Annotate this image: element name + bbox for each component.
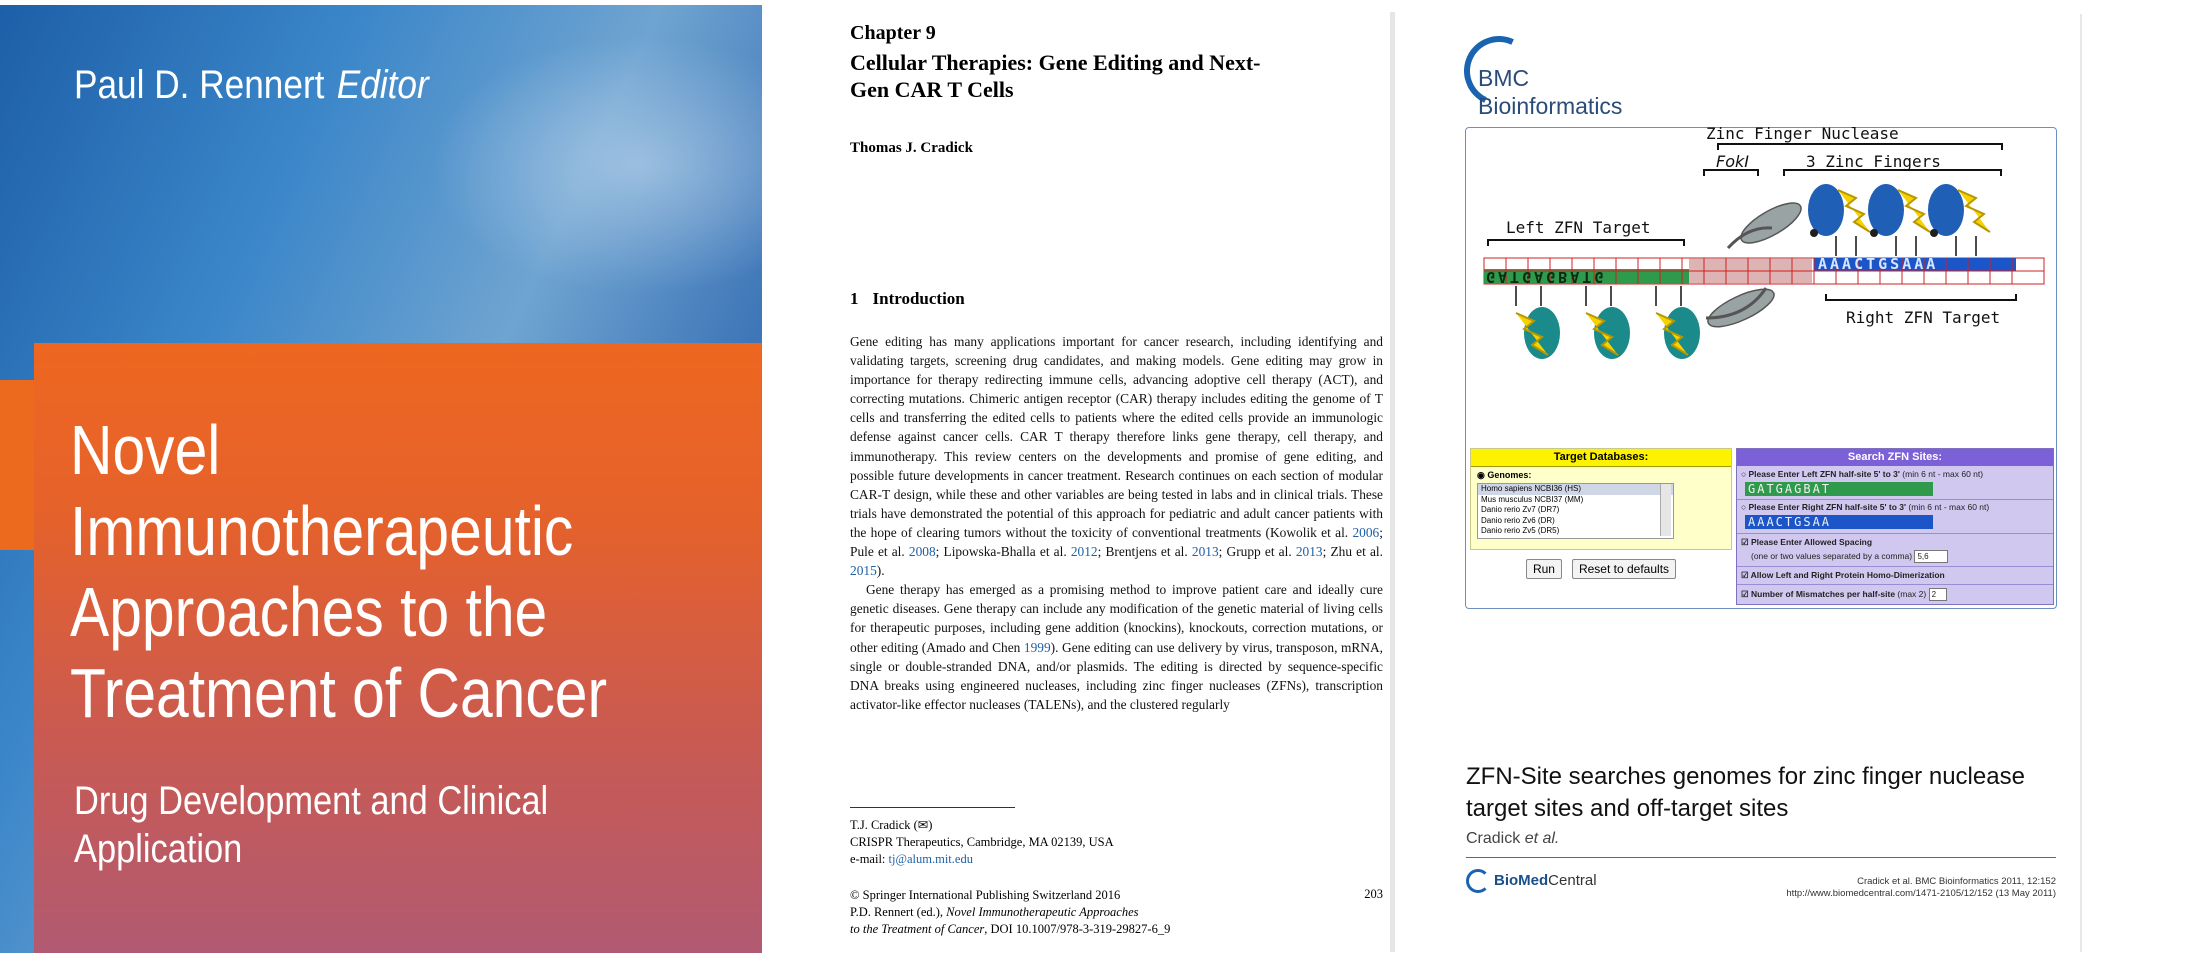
paragraph-text: Gene therapy has emerged as a promising method to improve patient care and ideally cure genetic diseases. Gene therapy can include any modification of the genetic material of living cells for therapeutic purposes, including gene addition (knockins), knockouts, correction mutations, or other editing (Amado and Chen [850, 582, 1383, 655]
prompt-text: Please Enter Allowed Spacing [1750, 537, 1873, 547]
prompt-hint: (one or two values separated by a comma) [1751, 550, 1913, 561]
prompt-hint: (min 6 nt - max 60 nt) [1902, 469, 1984, 479]
left-zinc-finger-proteins [1516, 286, 1700, 359]
cover-title-line: Novel [70, 411, 221, 489]
article-citation [1786, 876, 2056, 900]
book-reference-cont [850, 921, 1383, 938]
paragraph-text: ). Gene editing can use delivery by virus, transposon, mRNA, single or double-stranded DNA, and/or plasmids. The editing is directed by sequence-specific DNA breaks using engineered nucleases, including zinc finger nucleases (ZFNs), transcription activator-like effector nucleases (TALENs), and the clustered regularly [850, 639, 1383, 712]
chapter-author: Thomas J. Cradick [850, 140, 973, 156]
chapter-label: Chapter 9 [850, 22, 936, 44]
chapter-page [762, 5, 1392, 953]
genome-option[interactable]: Mus musculus NCBI37 (MM) [1481, 494, 1584, 504]
paragraph-text: ; Pule et al. [850, 524, 1383, 560]
cover-editor [74, 63, 429, 108]
genome-select[interactable] [1477, 483, 1674, 539]
three-zf-label: 3 Zinc Fingers [1806, 152, 1941, 171]
article-authors [1466, 830, 1559, 848]
spacing-input[interactable]: 5,6 [1914, 550, 1948, 563]
page-divider [1390, 12, 1395, 952]
target-databases-header: Target Databases: [1471, 449, 1731, 467]
book-cover [0, 5, 762, 953]
prompt-text: Please Enter Left ZFN half-site 5' to 3' [1748, 469, 1900, 479]
chapter-body [850, 332, 1383, 714]
left-target-sequence: GATGAGBATG [1486, 268, 1607, 286]
chapter-title: Cellular Therapies: Gene Editing and Next-Gen CAR T Cells [850, 50, 1261, 102]
article-title: ZFN-Site searches genomes for zinc finger nuclease target sites and off-target sites [1466, 763, 2025, 822]
right-zinc-finger-proteins [1808, 184, 1990, 256]
genomes-label-text: Genomes: [1487, 470, 1532, 480]
prompt-hint: (max 2) [1897, 588, 1927, 599]
citation-link[interactable]: 2015 [850, 563, 877, 579]
genome-option[interactable]: Danio rerio Zv5 (DR5) [1481, 526, 1560, 535]
figure-box [1465, 124, 2057, 609]
author-name: Cradick [1466, 830, 1521, 847]
citation-link[interactable]: 1999 [1023, 639, 1051, 655]
genome-option[interactable]: Homo sapiens NCBI36 (HS) [1478, 484, 1673, 495]
right-target-sequence: AAACTGSAAA [1818, 255, 1939, 273]
editor-name: Paul D. Rennert [74, 63, 325, 107]
homodimer-checkbox[interactable]: ☑ Allow Left and Right Protein Homo-Dimerization [1741, 570, 1945, 580]
mismatch-input[interactable]: 2 [1929, 588, 1947, 601]
citation-link[interactable]: 2013 [1191, 544, 1219, 560]
foki-text: FokI [1716, 152, 1749, 171]
section-number: 1 [850, 289, 859, 308]
row-separator [1737, 533, 2053, 534]
cover-title-line: Immunotherapeutic [70, 492, 574, 570]
book-title-ref: Novel Immunotherapeutic Approaches [946, 905, 1139, 919]
cover-title [70, 410, 650, 734]
right-half-site-input[interactable]: AAACTGSAA [1745, 515, 1933, 529]
search-zfn-header: Search ZFN Sites: [1737, 449, 2053, 466]
article-rule [1466, 857, 2056, 858]
section-title: Introduction [872, 289, 965, 308]
citation-link[interactable]: 2008 [908, 544, 936, 560]
section-heading [850, 289, 979, 309]
cover-subtitle-line: Drug Development and Clinical [74, 779, 549, 823]
cover-subtitle-line: Application [74, 827, 243, 871]
right-target-label: Right ZFN Target [1846, 308, 2001, 327]
citation-url[interactable]: http://www.biomedcentral.com/1471-2105/12/152 (13 May 2011) [1786, 888, 2056, 899]
biomed-text: BioMed [1494, 871, 1549, 889]
cover-orange-strip [0, 380, 36, 550]
prompt-text: Please Enter Right ZFN half-site 5' to 3' [1748, 502, 1907, 512]
book-reference [850, 904, 1383, 921]
genome-list-scrollbar[interactable] [1660, 484, 1671, 536]
foki-domain-bottom [1703, 282, 1778, 334]
row-separator [1737, 499, 2053, 500]
left-half-site-input[interactable]: GATGAGBAT [1745, 482, 1933, 496]
paragraph-text: ; Lipowska-Bhalla et al. [935, 544, 1067, 560]
cover-glow [430, 35, 762, 295]
row-separator [1737, 566, 2053, 567]
bmc-logo-line: Bioinformatics [1478, 93, 1623, 119]
genome-option[interactable]: Danio rerio Zv6 (DR) [1481, 515, 1555, 525]
bmc-article [1400, 14, 2082, 952]
spacing-prompt: ☑ Please Enter Allowed Spacing [1741, 537, 1873, 547]
editor-reference: P.D. Rennert (ed.), [850, 905, 944, 919]
biomed-logo-icon [1466, 869, 1490, 893]
copyright-line: © Springer International Publishing Switzerland 2016 [850, 888, 1121, 902]
paragraph [850, 580, 1383, 714]
left-half-site-prompt: ○ Please Enter Left ZFN half-site 5' to 3' (min 6 nt - max 60 nt) [1741, 469, 1984, 479]
footnote-name: T.J. Cradick (✉) [850, 818, 933, 832]
paragraph [850, 332, 1383, 580]
spacing-hint-row [1751, 550, 1948, 563]
book-title-ref: to the Treatment of Cancer [850, 922, 985, 936]
email-label: e-mail: [850, 852, 886, 866]
genomes-label: ◉ Genomes: [1477, 470, 1532, 480]
biomed-central-logo [1466, 869, 1597, 893]
paragraph-text: ; Brentjens et al. [1097, 544, 1188, 560]
page-number: 203 [1364, 887, 1383, 901]
left-target-bracket [1488, 240, 1684, 246]
run-button[interactable]: Run [1526, 559, 1562, 579]
zfn-label: Zinc Finger Nuclease [1706, 124, 1899, 143]
prompt-hint: (min 6 nt - max 60 nt) [1908, 502, 1990, 512]
citation-link[interactable]: 2006 [1352, 524, 1380, 540]
author-etal: et al. [1524, 830, 1560, 847]
editor-role: Editor [336, 63, 429, 107]
genome-option[interactable]: Danio rerio Zv7 (DR7) [1481, 505, 1560, 514]
right-target-bracket [1826, 294, 2016, 300]
footnote-affiliation: CRISPR Therapeutics, Cambridge, MA 02139, USA [850, 835, 1114, 849]
checkbox-label: Allow Left and Right Protein Homo-Dimerization [1750, 570, 1945, 580]
citation-link[interactable]: 2013 [1295, 544, 1323, 560]
footnote-rule [850, 807, 1015, 808]
search-zfn-panel [1736, 448, 2054, 605]
paragraph-text: ; Zhu et al. [1322, 544, 1383, 560]
paragraph-text: Gene editing has many applications important for cancer research, including identifying and validating targets, screening drug candidates, and making models. Gene editing may grow in importance for therapy redirecting immune cells, advancing adoptive cell therapy (ACT), and correcting mutations. Chimeric antigen receptor (CAR) therapy includes editing the genome of T cells and transferring the edited cells to patients where the edited cells provide an immunologic defense against cancer cells. CAR T therapy therefore links gene therapy, cell therapy, and immunotherapy. This review centers on the developments and promise of gene editing, and possible future developments in cancer treatment. Research continues on each section of modular CAR-T design, while these and other variables are being tested in labs and in clinical trials. These trials have demonstrated the potential of this approach for pediatric and adult cancer patients with the hope of clearing tumors without the toxicity of conventional treatments (Kowolik et al. [850, 334, 1383, 540]
foki-domain-top [1728, 196, 1806, 251]
mismatch-row: ☑ Number of Mismatches per half-site (max 2) 2 [1741, 588, 1947, 601]
zfn-bracket [1718, 144, 2002, 150]
bmc-logo-line: BMC [1478, 65, 1530, 91]
email-link[interactable]: tj@alum.mit.edu [888, 852, 973, 866]
foki-label [1716, 152, 1749, 171]
cover-title-line: Approaches to the [70, 573, 548, 651]
cover-title-line: Treatment of Cancer [70, 654, 608, 732]
row-separator [1737, 584, 2053, 585]
footnote [850, 817, 1114, 868]
right-half-site-prompt: ○ Please Enter Right ZFN half-site 5' to 3' (min 6 nt - max 60 nt) [1741, 502, 1990, 512]
cover-subtitle [74, 777, 548, 873]
citation-line: Cradick et al. BMC Bioinformatics 2011, 12:152 [1857, 876, 2056, 887]
footnote-email-line [850, 851, 1114, 868]
citation-link[interactable]: 2012 [1070, 544, 1098, 560]
paragraph-text: ; Grupp et al. [1218, 544, 1292, 560]
paragraph-text: ). [876, 563, 885, 579]
button-row [1471, 559, 1731, 579]
target-databases-panel [1470, 448, 1732, 576]
doi: , DOI 10.1007/978-3-319-29827-6_9 [984, 922, 1171, 936]
reset-defaults-button[interactable]: Reset to defaults [1572, 559, 1676, 579]
left-target-label: Left ZFN Target [1506, 218, 1651, 237]
central-text: Central [1548, 871, 1597, 889]
copyright-block [850, 887, 1383, 938]
prompt-text: Number of Mismatches per half-site [1750, 588, 1896, 599]
bmc-logo [1478, 64, 1622, 120]
